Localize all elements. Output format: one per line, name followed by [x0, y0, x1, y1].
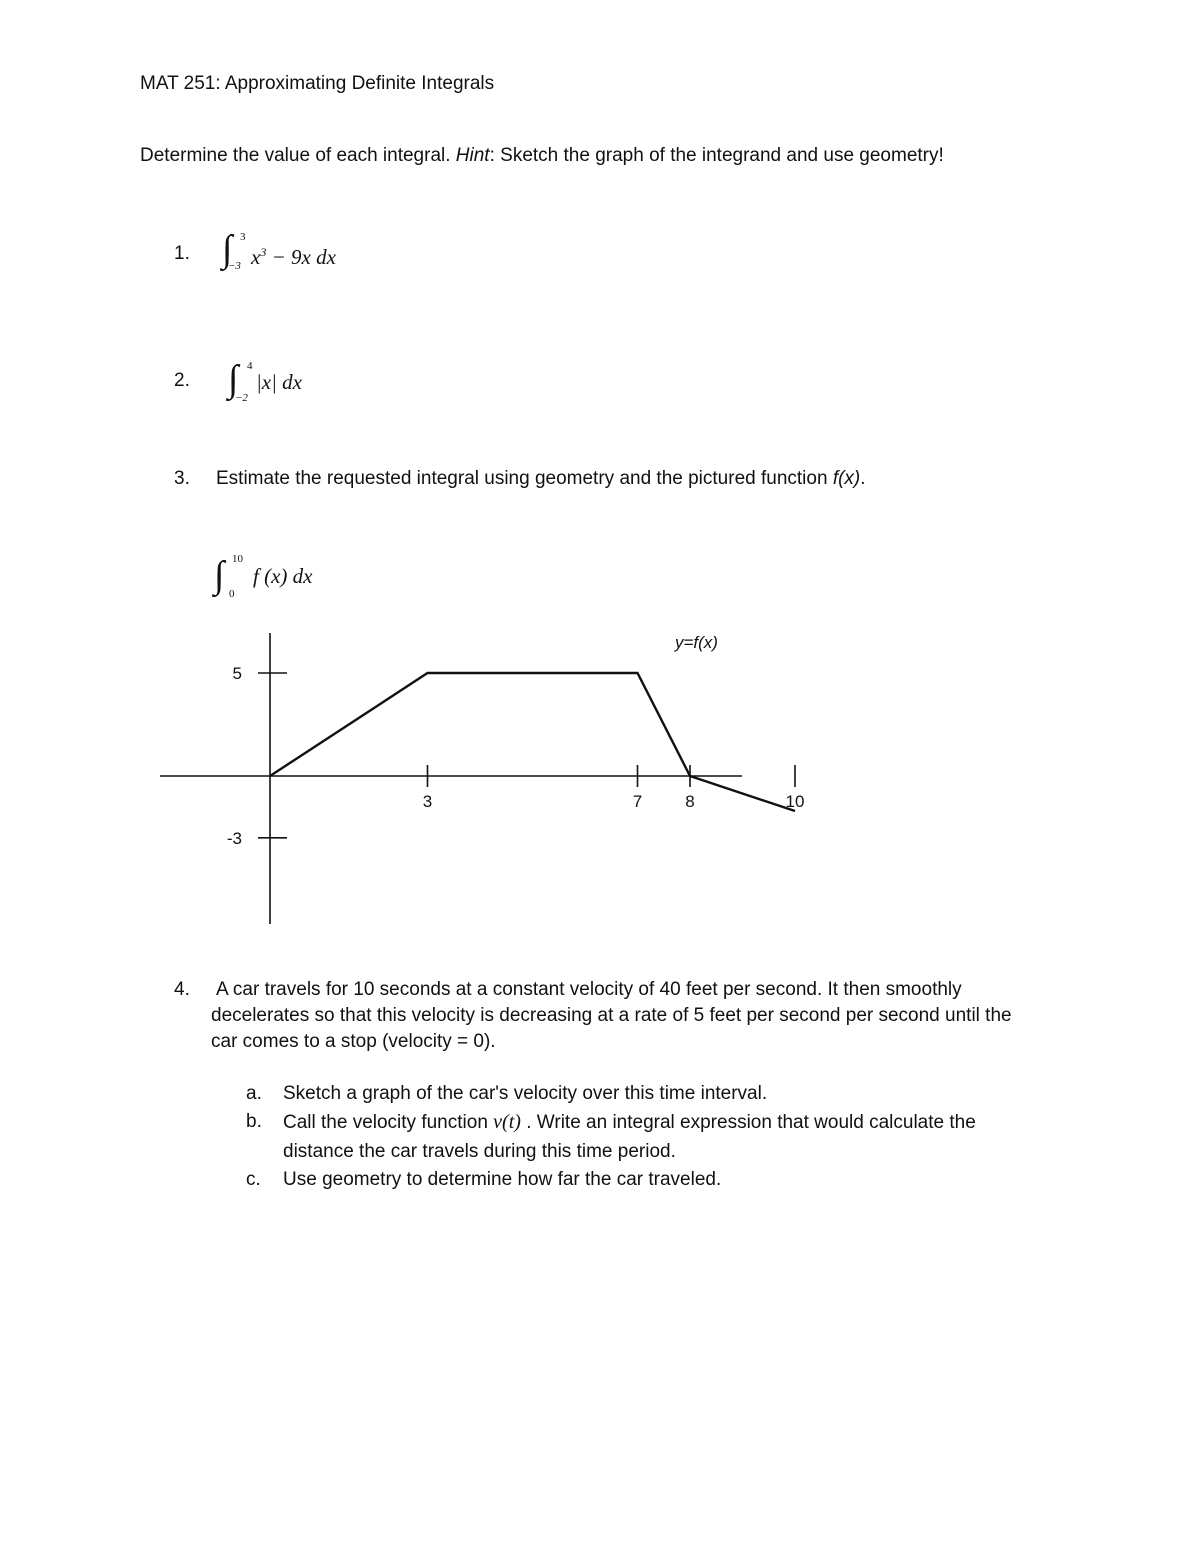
problem-1-lower-limit: −3 — [228, 260, 241, 272]
part-a-letter: a. — [246, 1083, 262, 1104]
graph-function-label: y=f(x) — [675, 633, 718, 652]
problem-3-text: Estimate the requested integral using geometry and the pictured function f(x). — [216, 468, 866, 489]
problem-3-number: 3. — [174, 468, 190, 489]
problem-1-upper-limit: 3 — [240, 231, 246, 243]
integral-sign-icon: ∫ — [214, 554, 225, 596]
x-tick-label-10: 10 — [785, 792, 805, 811]
series-line-0 — [270, 673, 795, 811]
problem-2-number: 2. — [174, 370, 190, 391]
part-a-text: Sketch a graph of the car's velocity over this time interval. — [283, 1083, 768, 1104]
part-b-text-line-2: distance the car travels during this time period. — [283, 1141, 676, 1162]
x-tick-label-3: 3 — [422, 792, 433, 811]
problem-3-upper-limit: 10 — [232, 553, 243, 565]
integral-sign-icon: ∫ — [228, 358, 239, 400]
y-tick-label-5: 5 — [232, 664, 242, 683]
part-c-letter: c. — [246, 1169, 261, 1190]
part-c-text: Use geometry to determine how far the car traveled. — [283, 1169, 722, 1190]
part-b-text: Call the velocity function v(t) . Write an integral expression that would calculate the — [283, 1111, 976, 1133]
y-tick-label--3: -3 — [226, 828, 242, 848]
problem-3-lower-limit: 0 — [229, 588, 235, 600]
x-tick-label-7: 7 — [632, 792, 643, 811]
problem-4-line-3: car comes to a stop (velocity = 0). — [211, 1031, 496, 1052]
x-tick-label-8: 8 — [685, 792, 695, 811]
problem-2-integrand: |x| dx — [256, 370, 302, 394]
instructions-lead: Determine the value of each integral. — [140, 145, 456, 166]
hint-label: Hint — [455, 145, 490, 166]
problem-4-line-2: decelerates so that this velocity is decreasing at a rate of 5 feet per second per second until the — [211, 1005, 1012, 1026]
problem-2-upper-limit: 4 — [247, 360, 253, 372]
problem-4-number: 4. — [174, 979, 190, 1000]
velocity-function: v(t) — [493, 1111, 521, 1133]
function-name: f(x) — [832, 468, 861, 489]
integral-sign-icon: ∫ — [222, 228, 233, 270]
problem-1-integrand: $x^3 - 9x$ dx — [251, 245, 336, 269]
part-b-letter: b. — [246, 1111, 262, 1132]
problem-2-lower-limit: −2 — [235, 392, 248, 404]
hint-text: : Sketch the graph of the integrand and use geometry! — [489, 145, 944, 166]
problem-4-line-1: A car travels for 10 seconds at a constant velocity of 40 feet per second. It then smoothly — [216, 979, 962, 1000]
problem-3-integrand: f (x) dx — [253, 564, 313, 588]
page-title: MAT 251: Approximating Definite Integrals — [140, 73, 495, 94]
problem-1-number: 1. — [174, 243, 190, 264]
